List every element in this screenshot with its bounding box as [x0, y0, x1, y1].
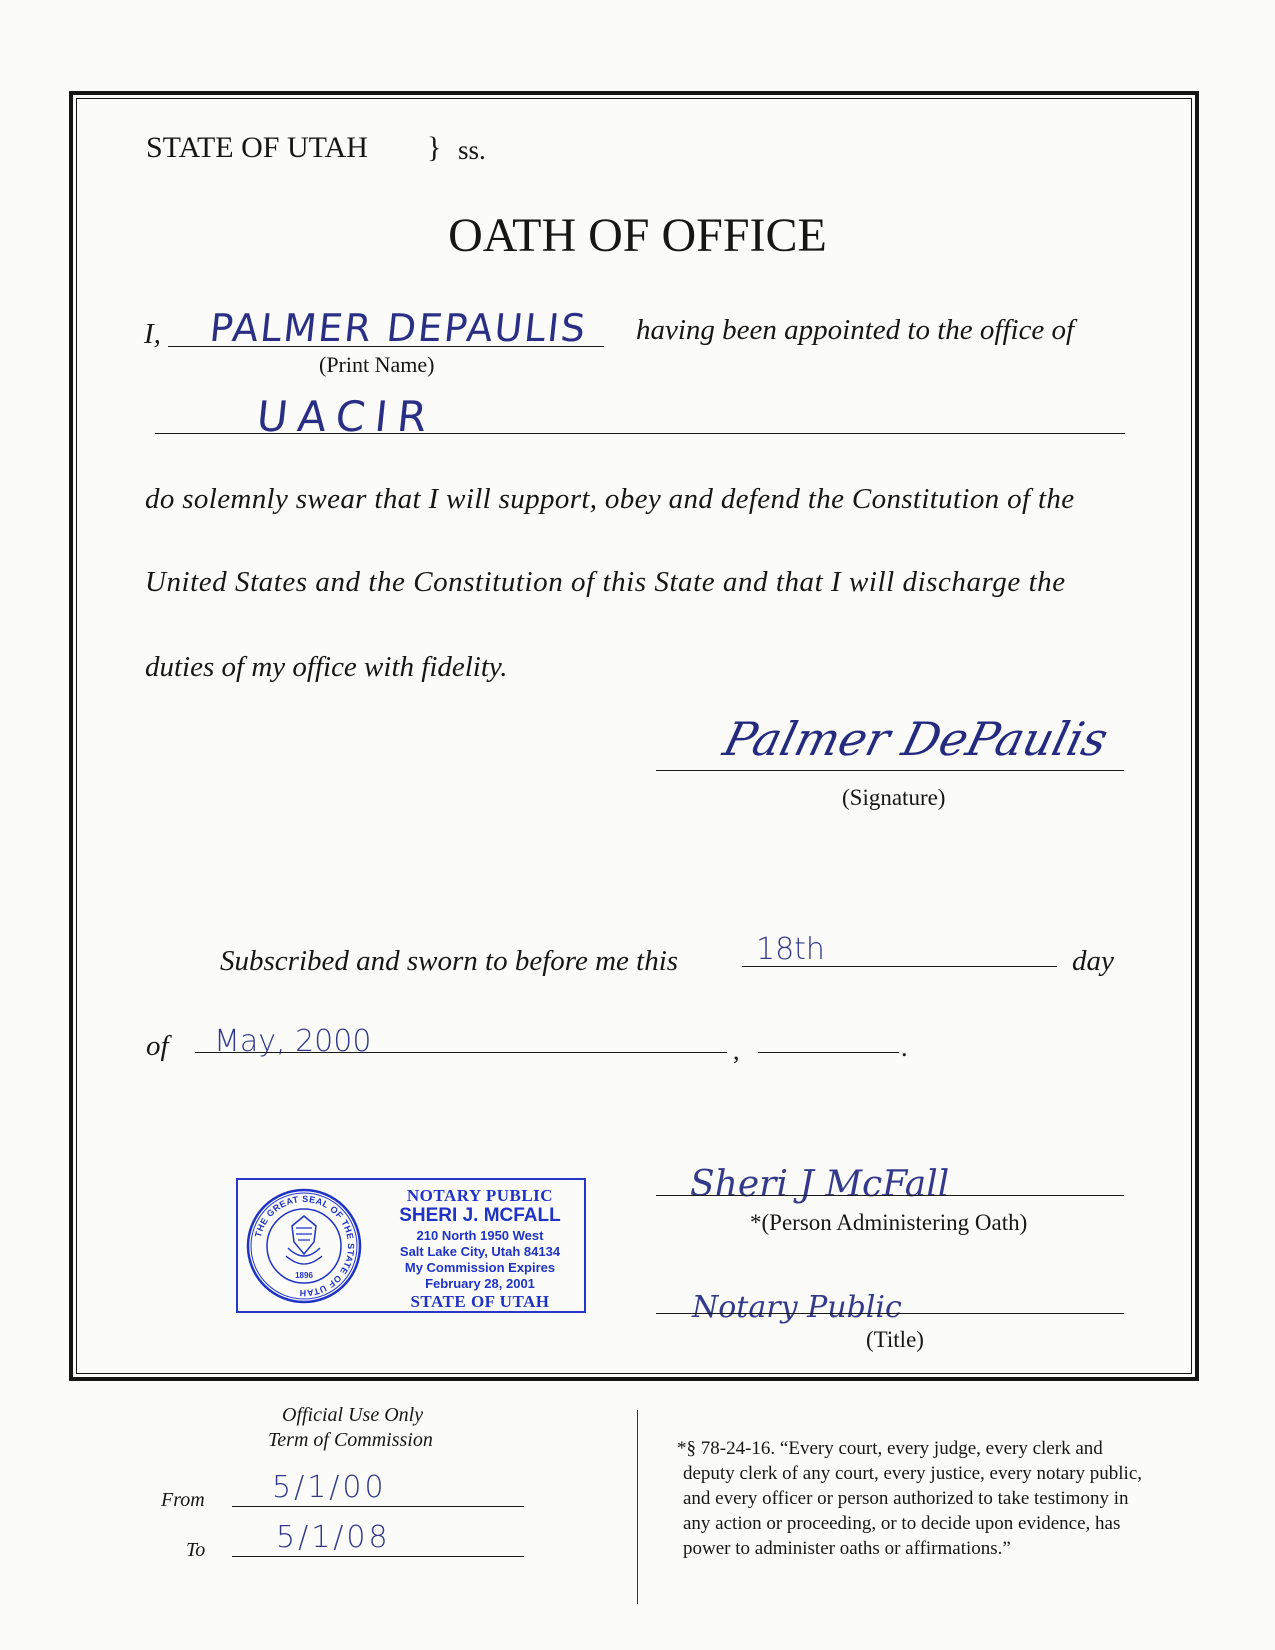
sworn-month-handwritten: May, 2000: [214, 1024, 372, 1059]
state-heading: STATE OF UTAH: [146, 131, 368, 164]
title-line: [656, 1313, 1124, 1314]
to-label: To: [186, 1539, 206, 1561]
title-caption: (Title): [866, 1327, 924, 1352]
name-caption: (Print Name): [319, 352, 435, 377]
footnote-line-4: any action or proceeding, or to decide upon evidence, has: [683, 1513, 1121, 1534]
signature-caption: (Signature): [842, 785, 946, 810]
year-line: [758, 1052, 899, 1053]
name-line: [168, 346, 604, 347]
office-line: [155, 433, 1125, 434]
oath-signature: Palmer DePaulis: [718, 712, 1114, 766]
stamp-line-city: Salt Lake City, Utah 84134: [399, 1244, 561, 1259]
stamp-line-notary: NOTARY PUBLIC: [406, 1186, 554, 1205]
stamp-line-date: February 28, 2001: [425, 1276, 535, 1291]
oath-line-1: do solemnly swear that I will support, obey and defend the Constitution of the: [145, 483, 1075, 515]
brace: }: [427, 131, 442, 164]
notary-stamp: [236, 1178, 586, 1313]
office-handwritten: UACIR: [254, 392, 440, 441]
stamp-line-expires: My Commission Expires: [404, 1260, 556, 1275]
footer-divider: [637, 1410, 638, 1604]
from-value-handwritten: 5/1/00: [272, 1470, 387, 1505]
year-period: .: [901, 1033, 908, 1062]
administrator-line: [656, 1195, 1124, 1196]
of-word: of: [146, 1030, 169, 1062]
stamp-line-state: STATE OF UTAH: [410, 1292, 550, 1311]
footnote-line-3: and every officer or person authorized to take testimony in: [683, 1488, 1129, 1509]
footnote-line-2: deputy clerk of any court, every justice, every notary public,: [683, 1463, 1142, 1484]
signature-line: [656, 770, 1124, 771]
appointment-prefix: I,: [144, 318, 161, 350]
month-comma: ,: [733, 1036, 740, 1065]
administrator-signature: Sheri J McFall: [690, 1164, 950, 1205]
to-value-handwritten: 5/1/08: [276, 1520, 391, 1555]
administrator-caption: *(Person Administering Oath): [750, 1210, 1028, 1235]
stamp-line-address: 210 North 1950 West: [416, 1228, 544, 1243]
to-line: [232, 1556, 524, 1557]
from-line: [232, 1506, 524, 1507]
from-label: From: [161, 1489, 205, 1511]
state-seal-icon: [244, 1186, 364, 1306]
seal-ring-text: THE GREAT SEAL OF THE STATE OF UTAH: [252, 1193, 357, 1299]
seal-year: 1896: [295, 1271, 313, 1280]
day-word: day: [1072, 945, 1114, 977]
sworn-prefix: Subscribed and sworn to before me this: [220, 945, 679, 977]
ss-label: ss.: [458, 135, 486, 165]
document-title: OATH OF OFFICE: [448, 209, 827, 262]
administrator-title-handwritten: Notary Public: [692, 1290, 902, 1325]
footnote-line-5: power to administer oaths or affirmations.”: [683, 1538, 1011, 1559]
month-line: [195, 1052, 727, 1053]
official-use-heading: Official Use Only: [282, 1404, 424, 1426]
term-heading: Term of Commission: [268, 1429, 433, 1451]
oath-line-2: United States and the Constitution of this State and that I will discharge the: [145, 566, 1066, 598]
footnote-line-1: *§ 78-24-16. “Every court, every judge, every clerk and: [677, 1438, 1103, 1459]
printed-name-handwritten: PALMER DEPAULIS: [207, 306, 590, 350]
day-line: [742, 966, 1057, 967]
appointment-suffix: having been appointed to the office of: [636, 314, 1075, 346]
stamp-line-name: SHERI J. MCFALL: [399, 1205, 561, 1226]
sworn-day-handwritten: 18th: [756, 932, 825, 967]
oath-line-3: duties of my office with fidelity.: [145, 651, 508, 683]
